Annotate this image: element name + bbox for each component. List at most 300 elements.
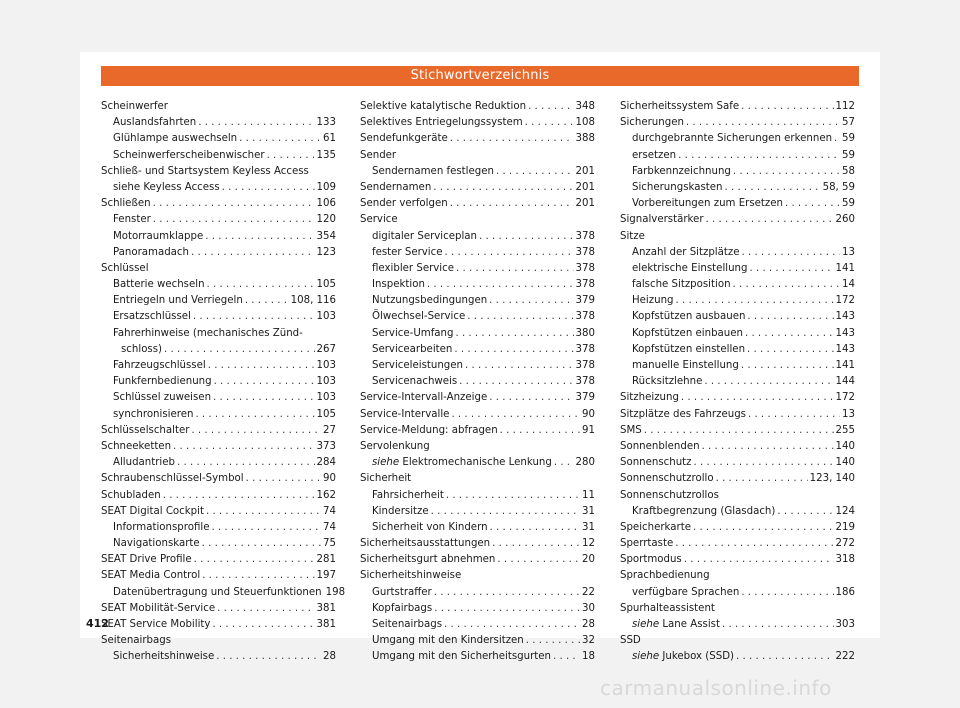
entry-term: Schlüssel zuweisen xyxy=(113,392,212,404)
entry-page-ref[interactable]: 172 xyxy=(835,295,855,307)
dot-leader xyxy=(216,649,321,665)
entry-page-ref[interactable]: 32 xyxy=(582,635,595,647)
dot-leader xyxy=(164,342,315,358)
index-entry xyxy=(360,293,595,309)
entry-page-ref[interactable]: 123 xyxy=(316,246,336,258)
index-entry xyxy=(360,423,595,439)
dot-leader xyxy=(733,164,840,180)
entry-term: Vorbereitungen zum Ersetzen xyxy=(632,198,783,210)
entry-term: Sitzheizung xyxy=(620,392,679,404)
dot-leader xyxy=(450,131,574,147)
entry-page-ref[interactable]: 91 xyxy=(582,424,595,436)
index-entry xyxy=(360,617,595,633)
entry-page-ref[interactable]: 31 xyxy=(582,505,595,517)
index-entry xyxy=(101,471,336,487)
entry-term: durchgebrannte Sicherungen erkennen xyxy=(632,133,833,145)
dot-leader xyxy=(217,601,314,617)
entry-term: Sendernamen xyxy=(360,181,432,193)
index-entry xyxy=(360,245,595,261)
dot-leader xyxy=(455,326,573,342)
dot-leader xyxy=(750,261,834,277)
index-entry xyxy=(101,649,336,665)
entry-term: Sonnenschutzrollos xyxy=(620,489,719,501)
entry-term: elektrische Einstellung xyxy=(632,262,748,274)
entry-term: Sportmodus xyxy=(620,554,682,566)
entry-term: Auslandsfahrten xyxy=(113,117,197,129)
entry-term: Sonnenblenden xyxy=(620,440,700,452)
entry-page-ref[interactable]: 13 xyxy=(842,246,855,258)
section-header: Stichwortverzeichnis xyxy=(101,66,859,86)
entry-page-ref[interactable]: 219 xyxy=(835,521,855,533)
entry-term: Kopfstützen einstellen xyxy=(632,343,746,355)
index-entry xyxy=(101,342,336,358)
entry-page-ref[interactable]: 133 xyxy=(316,117,336,129)
entry-page-ref[interactable]: 28 xyxy=(323,651,336,663)
index-entry xyxy=(620,115,855,131)
entry-page-ref[interactable]: 140 xyxy=(835,457,855,469)
index-entry xyxy=(101,455,336,471)
entry-page-ref[interactable]: 303 xyxy=(835,619,855,630)
entry-page-ref[interactable]: 74 xyxy=(323,521,336,533)
dot-leader xyxy=(202,568,314,584)
index-entry xyxy=(101,504,336,520)
entry-page-ref[interactable]: 379 xyxy=(575,392,595,404)
entry-page-ref[interactable]: 280 xyxy=(575,457,595,469)
entry-page-ref[interactable]: 144 xyxy=(835,376,855,388)
index-entry xyxy=(360,229,595,245)
entry-page-ref[interactable]: 197 xyxy=(316,570,336,582)
index-entry xyxy=(101,488,336,504)
entry-page-ref[interactable]: 61 xyxy=(323,133,336,145)
entry-page-ref[interactable]: 201 xyxy=(575,198,595,210)
dot-leader xyxy=(497,552,580,568)
index-entry xyxy=(101,326,336,342)
entry-term: Servicearbeiten xyxy=(372,343,453,355)
entry-term: Navigationskarte xyxy=(113,538,200,550)
dot-leader xyxy=(202,536,321,552)
index-entry xyxy=(360,439,595,455)
index-column-2 xyxy=(360,99,595,666)
entry-term: SEAT Drive Profile xyxy=(101,554,192,566)
dot-leader xyxy=(191,245,315,261)
entry-page-ref[interactable]: 381 xyxy=(316,619,336,630)
dot-leader xyxy=(741,358,834,374)
entry-page-ref[interactable]: 105 xyxy=(316,279,336,291)
dot-leader xyxy=(465,358,574,374)
entry-term: Panoramadach xyxy=(113,246,189,258)
dot-leader xyxy=(191,423,321,439)
entry-page-ref[interactable]: 74 xyxy=(323,505,336,517)
entry-term: SSD xyxy=(620,635,641,647)
entry-page-ref[interactable]: 378 xyxy=(575,246,595,258)
index-entry xyxy=(360,407,595,423)
dot-leader xyxy=(208,358,315,374)
entry-page-ref[interactable]: 201 xyxy=(575,181,595,193)
entry-page-ref[interactable]: 143 xyxy=(835,327,855,339)
entry-term: Rücksitzlehne xyxy=(632,376,703,388)
dot-leader xyxy=(492,536,580,552)
entry-term: Entriegeln und Verriegeln xyxy=(113,295,243,307)
index-entry xyxy=(620,326,855,342)
entry-page-ref[interactable]: 13 xyxy=(842,408,855,420)
dot-leader xyxy=(206,504,321,520)
dot-leader xyxy=(245,293,289,309)
page-number: 412 xyxy=(86,617,109,630)
entry-term: Sicherheitssystem Safe xyxy=(620,101,740,112)
entry-page-ref[interactable]: 380 xyxy=(575,327,595,339)
index-entry xyxy=(101,601,336,617)
entry-page-ref[interactable]: 30 xyxy=(582,602,595,614)
entry-page-ref[interactable]: 222 xyxy=(835,651,855,663)
index-entry xyxy=(360,326,595,342)
entry-page-ref[interactable]: 143 xyxy=(835,311,855,323)
index-entry xyxy=(101,423,336,439)
entry-term: Sendernamen festlegen xyxy=(372,165,494,177)
entry-term: Batterie wechseln xyxy=(113,279,205,291)
index-entry xyxy=(620,180,855,196)
entry-term: Motorraumklappe xyxy=(113,230,204,242)
entry-page-ref[interactable]: 186 xyxy=(835,586,855,598)
entry-page-ref[interactable]: 354 xyxy=(316,230,336,242)
entry-page-ref[interactable]: 141 xyxy=(835,262,855,274)
entry-page-ref[interactable]: 108, 116 xyxy=(290,295,336,307)
entry-term: Service-Meldung: abfragen xyxy=(360,424,498,436)
entry-page-ref[interactable]: 18 xyxy=(582,651,595,663)
entry-term: Seitenairbags xyxy=(101,635,172,647)
entry-term: Gurtstraffer xyxy=(372,586,432,598)
dot-leader xyxy=(489,293,573,309)
dot-leader xyxy=(702,439,834,455)
entry-page-ref[interactable]: 373 xyxy=(316,440,336,452)
entry-term: Scheinwerfer xyxy=(101,101,168,112)
entry-term: Sendefunkgeräte xyxy=(360,133,448,145)
entry-page-ref[interactable]: 105 xyxy=(316,408,336,420)
entry-page-ref[interactable]: 284 xyxy=(316,457,336,469)
index-entry xyxy=(620,439,855,455)
entry-page-ref[interactable]: 381 xyxy=(316,602,336,614)
index-entry xyxy=(101,212,336,228)
entry-page-ref[interactable]: 140 xyxy=(835,440,855,452)
entry-term: synchronisieren xyxy=(113,408,194,420)
dot-leader xyxy=(745,326,834,342)
entry-term: Anzahl der Sitzplätze xyxy=(632,246,740,258)
index-entry xyxy=(620,212,855,228)
entry-page-ref[interactable]: 90 xyxy=(582,408,595,420)
dot-leader xyxy=(194,552,315,568)
index-entry xyxy=(620,196,855,212)
entry-page-ref[interactable]: 124 xyxy=(835,505,855,517)
entry-page-ref[interactable]: 22 xyxy=(582,586,595,598)
entry-page-ref[interactable]: 378 xyxy=(575,262,595,274)
dot-leader xyxy=(834,131,840,147)
dot-leader xyxy=(741,99,833,115)
index-entry xyxy=(101,407,336,423)
entry-term: Kraftbegrenzung (Glasdach) xyxy=(632,505,776,517)
entry-term: Sender xyxy=(360,149,397,161)
entry-term: Sicherheitshinweise xyxy=(113,651,215,663)
entry-term: Fahrsicherheit xyxy=(372,489,444,501)
entry-page-ref[interactable]: 201 xyxy=(575,165,595,177)
dot-leader xyxy=(153,196,315,212)
index-entry xyxy=(101,293,336,309)
entry-page-ref[interactable]: 135 xyxy=(316,149,336,161)
index-entry xyxy=(101,99,336,115)
entry-term: Glühlampe auswechseln xyxy=(113,133,238,145)
entry-page-ref[interactable]: 108 xyxy=(575,117,595,129)
index-column-3 xyxy=(620,99,855,666)
dot-leader xyxy=(267,148,315,164)
dot-leader xyxy=(678,148,840,164)
index-entry xyxy=(620,164,855,180)
index-entry xyxy=(101,164,336,180)
index-entry xyxy=(620,245,855,261)
entry-term: Sicherheitsgurt abnehmen xyxy=(360,554,496,566)
dot-leader xyxy=(163,488,315,504)
entry-page-ref[interactable]: 20 xyxy=(582,554,595,566)
entry-page-ref[interactable]: 90 xyxy=(323,473,336,485)
dot-leader xyxy=(433,180,573,196)
entry-page-ref[interactable]: 106 xyxy=(316,198,336,210)
entry-term: Sonnenschutz xyxy=(620,457,692,469)
dot-leader xyxy=(444,617,580,633)
index-entry xyxy=(620,390,855,406)
entry-term: Kindersitze xyxy=(372,505,429,517)
dot-leader xyxy=(686,115,840,131)
dot-leader xyxy=(446,488,580,504)
dot-leader xyxy=(193,309,315,325)
dot-leader xyxy=(704,374,833,390)
index-entry xyxy=(101,358,336,374)
entry-page-ref[interactable]: 281 xyxy=(316,554,336,566)
dot-leader xyxy=(528,99,573,115)
index-entry xyxy=(620,455,855,471)
index-entry xyxy=(360,180,595,196)
index-entry xyxy=(620,309,855,325)
entry-page-ref[interactable]: 75 xyxy=(323,538,336,550)
entry-page-ref[interactable]: 109 xyxy=(316,181,336,193)
entry-page-ref[interactable]: 378 xyxy=(575,376,595,388)
entry-page-ref[interactable]: 59 xyxy=(842,149,855,161)
entry-term: Scheinwerferscheibenwischer xyxy=(113,149,265,161)
index-entry xyxy=(360,212,595,228)
entry-page-ref[interactable]: 267 xyxy=(316,343,336,355)
entry-term: Sitze xyxy=(620,230,645,242)
entry-page-ref[interactable]: 198 xyxy=(325,586,346,598)
entry-page-ref[interactable]: 120 xyxy=(316,214,336,226)
dot-leader xyxy=(693,520,834,536)
entry-term: SEAT Media Control xyxy=(101,570,201,582)
entry-term: Kopfstützen einbauen xyxy=(632,327,743,339)
entry-page-ref[interactable]: 57 xyxy=(842,117,855,129)
entry-page-ref[interactable]: 318 xyxy=(835,554,855,566)
entry-page-ref[interactable]: 58 xyxy=(842,165,855,177)
index-entry xyxy=(620,131,855,147)
entry-page-ref[interactable]: 378 xyxy=(575,311,595,323)
dot-leader xyxy=(222,180,315,196)
dot-leader xyxy=(213,390,315,406)
index-entry xyxy=(101,245,336,261)
entry-term: Sicherheitsausstattungen xyxy=(360,538,491,550)
index-entry xyxy=(620,99,855,115)
dot-leader xyxy=(644,423,834,439)
entry-term: Signalverstärker xyxy=(620,214,704,226)
dot-leader xyxy=(207,277,315,293)
index-entry xyxy=(620,536,855,552)
entry-term: Servolenkung xyxy=(360,440,430,452)
entry-term: Umgang mit den Kindersitzen xyxy=(372,635,524,647)
entry-page-ref[interactable]: 12 xyxy=(582,538,595,550)
dot-leader xyxy=(214,374,315,390)
dot-leader xyxy=(173,439,315,455)
entry-term: Heizung xyxy=(632,295,674,307)
dot-leader xyxy=(427,277,574,293)
entry-page-ref[interactable]: 103 xyxy=(316,360,336,371)
entry-term: Sicherheit von Kindern xyxy=(372,521,488,533)
index-entry xyxy=(360,261,595,277)
dot-leader xyxy=(195,407,314,423)
dot-leader xyxy=(526,633,580,649)
entry-page-ref[interactable]: 379 xyxy=(575,295,595,307)
index-entry xyxy=(620,504,855,520)
entry-page-ref[interactable]: 112 xyxy=(835,101,855,112)
entry-term: Serviceleistungen xyxy=(372,360,463,371)
entry-term: Funkfernbedienung xyxy=(113,376,212,388)
entry-page-ref[interactable]: 388 xyxy=(575,133,595,145)
dot-leader xyxy=(451,407,580,423)
entry-page-ref[interactable]: 260 xyxy=(835,214,855,226)
dot-leader xyxy=(434,585,580,601)
entry-term: schloss) xyxy=(121,343,163,355)
entry-page-ref[interactable]: 378 xyxy=(575,360,595,371)
dot-leader xyxy=(177,455,315,471)
entry-page-ref[interactable]: 378 xyxy=(575,230,595,242)
entry-page-ref[interactable]: 59 xyxy=(842,133,855,145)
entry-term: Schneeketten xyxy=(101,440,172,452)
entry-page-ref[interactable]: 103 xyxy=(316,311,336,323)
dot-leader xyxy=(459,374,573,390)
index-entry xyxy=(360,601,595,617)
dot-leader xyxy=(456,261,574,277)
entry-term: Seitenairbags xyxy=(372,619,443,630)
entry-term: Service-Umfang xyxy=(372,327,454,339)
entry-term: Sonnenschutzrollo xyxy=(620,473,714,485)
entry-page-ref[interactable]: 11 xyxy=(582,489,595,501)
entry-page-ref[interactable]: 27 xyxy=(323,424,336,436)
index-entry xyxy=(620,552,855,568)
index-entry xyxy=(620,229,855,245)
index-entry xyxy=(101,148,336,164)
entry-term: Speicherkarte xyxy=(620,521,691,533)
entry-page-ref[interactable]: 14 xyxy=(842,279,855,291)
entry-page-ref[interactable]: 141 xyxy=(835,360,855,371)
dot-leader xyxy=(450,196,574,212)
index-entry xyxy=(360,358,595,374)
dot-leader xyxy=(496,164,574,180)
dot-leader xyxy=(467,309,573,325)
entry-term: siehe Keyless Access xyxy=(113,181,220,193)
index-entry xyxy=(101,261,336,277)
entry-term: Farbkennzeichnung xyxy=(632,165,731,177)
entry-page-ref[interactable]: 378 xyxy=(575,279,595,291)
entry-page-ref[interactable]: 103 xyxy=(316,376,336,388)
index-entry xyxy=(360,164,595,180)
index-entry xyxy=(620,488,855,504)
entry-term: Sicherheitshinweise xyxy=(360,570,462,582)
index-entry xyxy=(620,520,855,536)
entry-page-ref[interactable]: 143 xyxy=(835,343,855,355)
index-entry xyxy=(360,390,595,406)
entry-page-ref[interactable]: 172 xyxy=(835,392,855,404)
index-entry xyxy=(101,552,336,568)
index-entry xyxy=(360,277,595,293)
entry-term: Datenübertragung und Steuerfunktionen xyxy=(113,586,322,598)
entry-term: Fenster xyxy=(113,214,151,226)
entry-term: Fahrzeugschlüssel xyxy=(113,360,206,371)
entry-term: Umgang mit den Sicherheitsgurten xyxy=(372,651,551,663)
entry-term: Schlüsselschalter xyxy=(101,424,190,436)
entry-page-ref[interactable]: 123, 140 xyxy=(809,473,855,485)
index-entry xyxy=(620,617,855,633)
entry-page-ref[interactable]: 162 xyxy=(316,489,336,501)
entry-term: Alludantrieb xyxy=(113,457,176,469)
dot-leader xyxy=(684,552,834,568)
index-entry xyxy=(620,358,855,374)
entry-term: Inspektion xyxy=(372,279,425,291)
dot-leader xyxy=(725,180,821,196)
entry-term: siehe Elektromechanische Lenkung xyxy=(372,457,552,469)
dot-leader xyxy=(747,309,833,325)
index-entry xyxy=(101,633,336,649)
index-entry xyxy=(360,131,595,147)
index-entry xyxy=(360,196,595,212)
entry-term: siehe Jukebox (SSD) xyxy=(632,651,735,663)
dot-leader xyxy=(489,390,573,406)
index-entry xyxy=(101,277,336,293)
dot-leader xyxy=(205,229,314,245)
index-entry xyxy=(620,407,855,423)
index-entry xyxy=(620,261,855,277)
dot-leader xyxy=(454,342,573,358)
index-entry xyxy=(360,536,595,552)
entry-page-ref[interactable]: 255 xyxy=(835,424,855,436)
entry-page-ref[interactable]: 348 xyxy=(575,101,595,112)
entry-term: Sitzplätze des Fahrzeugs xyxy=(620,408,746,420)
index-entry xyxy=(620,277,855,293)
entry-page-ref[interactable]: 28 xyxy=(582,619,595,630)
entry-term: Sicherungskasten xyxy=(632,181,723,193)
index-entry xyxy=(360,455,595,471)
entry-term: verfügbare Sprachen xyxy=(632,586,740,598)
dot-leader xyxy=(490,520,580,536)
dot-leader xyxy=(676,293,834,309)
index-entry xyxy=(101,536,336,552)
entry-term: SEAT Mobilität-Service xyxy=(101,602,216,614)
index-entry xyxy=(360,585,595,601)
entry-term: Schließen xyxy=(101,198,151,210)
watermark: carmanualsonline.info xyxy=(600,676,832,700)
entry-page-ref[interactable]: 59 xyxy=(842,198,855,210)
entry-term: digitaler Serviceplan xyxy=(372,230,478,242)
entry-page-ref[interactable]: 272 xyxy=(835,538,855,550)
dot-leader xyxy=(777,504,833,520)
entry-term: Sprachbedienung xyxy=(620,570,710,582)
entry-page-ref[interactable]: 58, 59 xyxy=(822,181,855,193)
entry-term: Fahrerhinweise (mechanisches Zünd- xyxy=(113,327,303,339)
entry-page-ref[interactable]: 103 xyxy=(316,392,336,404)
entry-page-ref[interactable]: 378 xyxy=(575,343,595,355)
dot-leader xyxy=(554,455,574,471)
entry-page-ref[interactable]: 31 xyxy=(582,521,595,533)
